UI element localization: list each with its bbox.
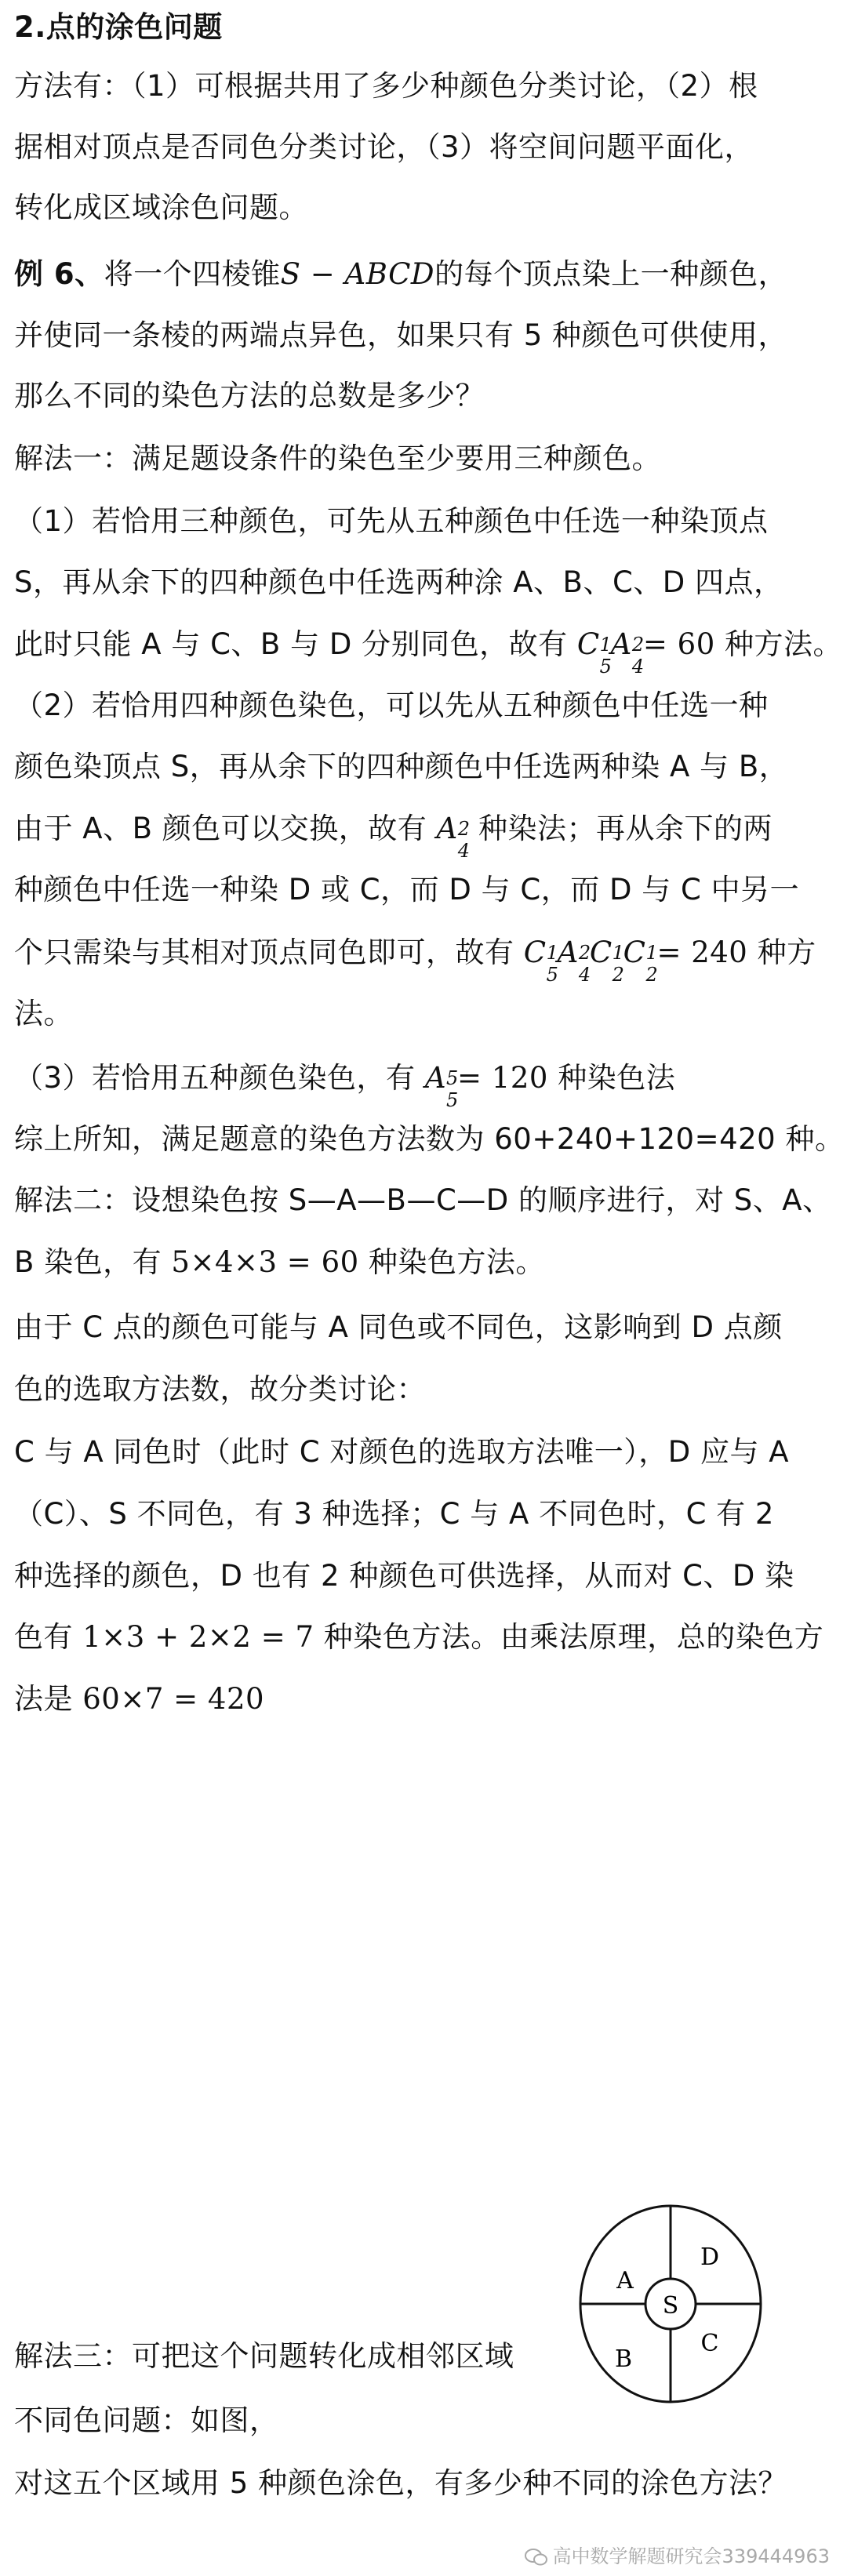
method1-summary: 综上所知，满足题意的染色方法数为 60+240+120=420 种。 [14,1122,845,1156]
method2-text: 法是 [14,1682,73,1716]
method2-text: 种染色方法。 [368,1245,545,1279]
method2-line-6: （C）、S 不同色，有 3 种选择；C 与 A 不同色时，C 有 2 [14,1497,774,1531]
case2-line-2: 颜色染顶点 S，再从余下的四种颜色中任选两种染 A 与 B， [14,750,789,783]
case3-formula-value: = 120 [457,1061,548,1095]
case2-line-5 [14,933,816,986]
case2-text: 由于 A、B 颜色可以交换，故有 [14,812,427,845]
wechat-icon [525,2548,548,2567]
example-line-2: 并使同一条棱的两端点异色，如果只有 5 种颜色可供使用， [14,318,788,352]
case1-line-1: （1）若恰用三种颜色，可先从五种颜色中任选一种染顶点 [14,504,769,538]
section-title: 2.点的涂色问题 [14,10,223,44]
method2-line-1: 解法二：设想染色按 S—A—B—C—D 的顺序进行，对 S、A、 [14,1183,832,1217]
example-label: 例 6、 [14,257,104,291]
method2-line-7: 种选择的颜色，D 也有 2 种颜色可供选择，从而对 C、D 染 [14,1559,794,1593]
case1-line-3 [14,625,843,678]
case1-line-2: S，再从余下的四种颜色中任选两种涂 A、B、C、D 四点， [14,565,783,599]
method2-line-4: 色的选取方法数，故分类讨论： [14,1372,426,1406]
watermark-text: 高中数学解题研究会339444963 [552,2545,830,2567]
intro-line-2: 据相对顶点是否同色分类讨论，（3）将空间问题平面化， [14,130,754,164]
method2-line-3: 由于 C 点的颜色可能与 A 同色或不同色，这影响到 D 点颜 [14,1310,783,1344]
method2-line-5: C 与 A 同色时（此时 C 对颜色的选取方法唯一），D 应与 A [14,1435,790,1469]
method1-title: 解法一：满足题设条件的染色至少要用三种颜色。 [14,441,661,475]
intro-line-3: 转化成区域涂色问题。 [14,191,308,224]
region-label-a: A [616,2267,634,2294]
case3-formula: A 5 5 = 120 [424,1061,548,1111]
intro-line-1: 方法有：（1）可根据共用了多少种颜色分类讨论，（2）根 [14,69,758,103]
method2-line-8 [14,1618,823,1657]
example-line-3: 那么不同的染色方法的总数是多少？ [14,379,485,412]
case1-text: 种方法。 [725,627,843,661]
case2-formula-a44: A 2 4 [436,812,471,862]
example-text: 的每个顶点染上一种颜色， [434,257,788,291]
example-text: 将一个四棱锥 [104,257,281,291]
method2-line-2 [14,1243,545,1282]
case2-text: 种染法；再从余下的两 [478,812,772,845]
watermark [525,2541,830,2568]
case1-formula: C 1 5 A 2 4 = 60 [576,627,715,678]
region-diagram [576,2202,765,2406]
method3-line-3: 对这五个区域用 5 种颜色涂色，有多少种不同的涂色方法？ [14,2466,788,2500]
method3-line-2: 不同色问题：如图， [14,2403,279,2437]
method2-line-9 [14,1680,264,1719]
method2-formula: 1×3 + 2×2 = 7 [82,1620,314,1654]
region-label-b: B [614,2345,633,2373]
case2-line-6: 法。 [14,997,73,1030]
case2-line-3 [14,809,772,862]
region-label-s: S [662,2292,679,2320]
case3-text: （3）若恰用五种颜色染色，有 [14,1061,416,1095]
pyramid-name: S − ABCD [280,257,435,291]
region-label-c: C [700,2330,719,2357]
case2-line-4: 种颜色中任选一种染 D 或 C，而 D 与 C，而 D 与 C 中另一 [14,873,800,907]
example-line-1 [14,255,787,294]
method3-line-1: 解法三：可把这个问题转化成相邻区域 [14,2339,514,2373]
case2-formula: C 1 5 A 2 4 C 1 2 C 1 2 = 240 [523,936,748,986]
case2-text: 种方 [757,936,816,969]
case1-formula-value: = 60 [642,627,715,661]
case3-text: 种染色法 [558,1061,676,1095]
case2-formula-value: = 240 [656,936,748,969]
method2-text: 色有 [14,1620,73,1654]
case2-line-1: （2）若恰用四种颜色染色，可以先从五种颜色中任选一种 [14,689,769,722]
case2-text: 个只需染与其相对顶点同色即可，故有 [14,936,514,969]
case3-line [14,1059,676,1111]
method2-formula: 5×4×3 = 60 [171,1245,359,1279]
method2-text: B 染色，有 [14,1245,162,1279]
case1-text: 此时只能 A 与 C、B 与 D 分别同色，故有 [14,627,568,661]
region-label-d: D [700,2244,720,2271]
method2-formula: 60×7 = 420 [82,1682,265,1716]
method2-text: 种染色方法。由乘法原理，总的染色方 [323,1620,824,1654]
